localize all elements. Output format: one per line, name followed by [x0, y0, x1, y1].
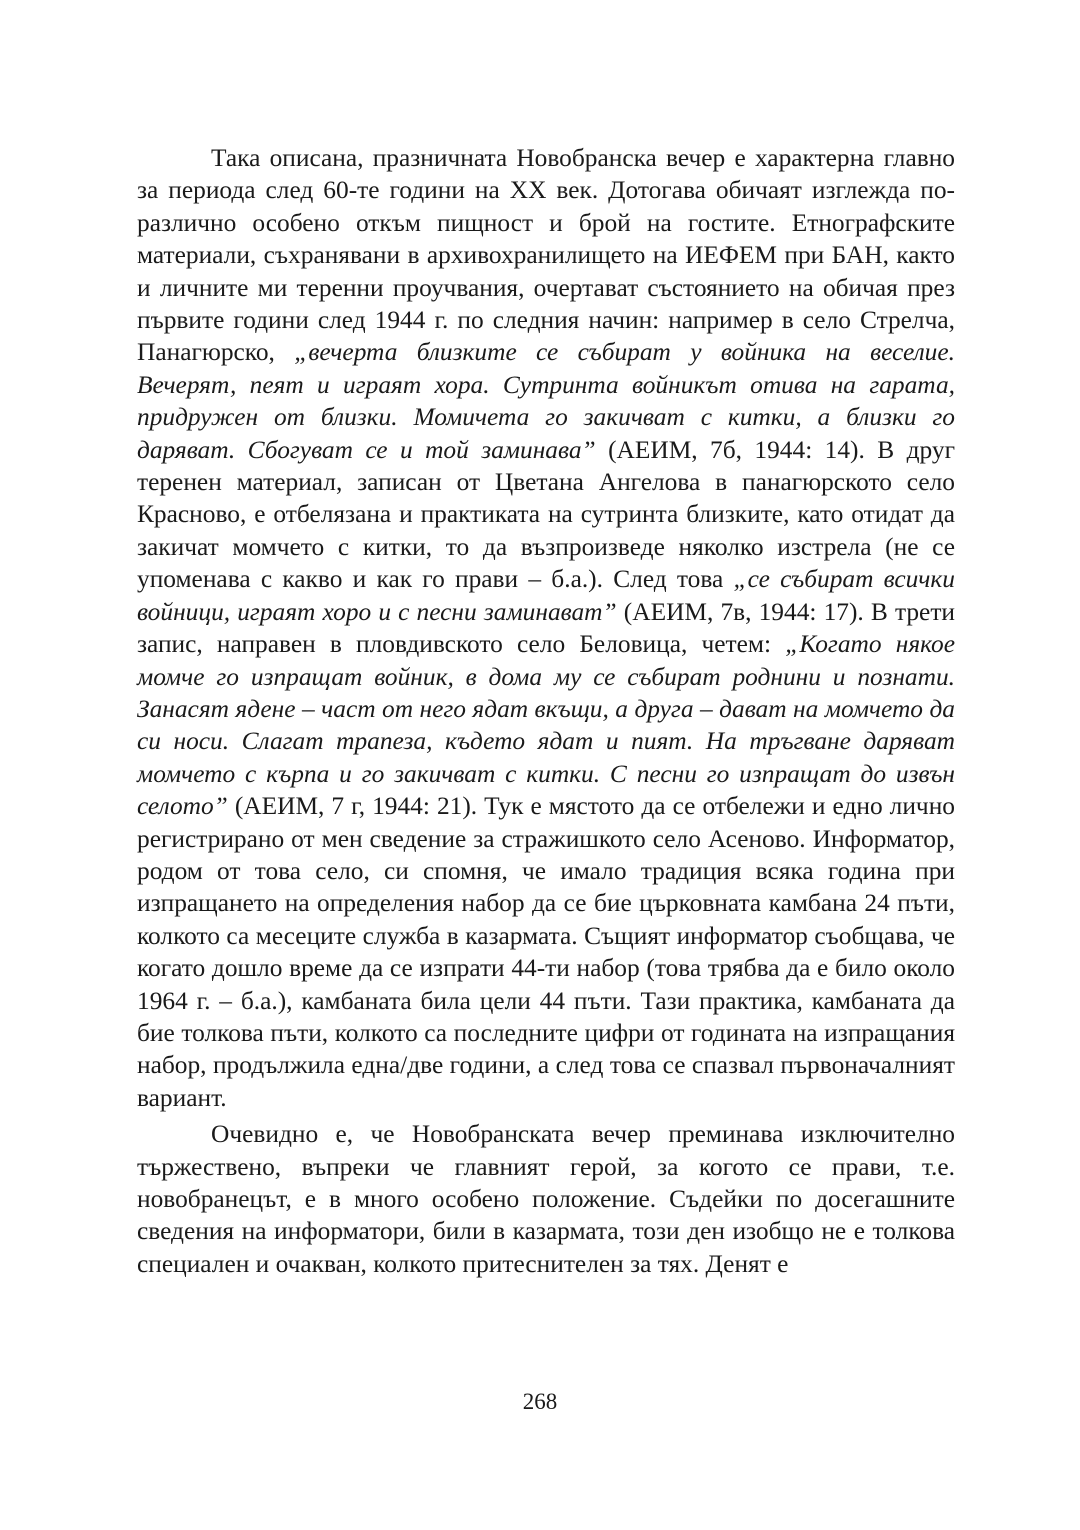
paragraph-1-text: (АЕИМ, 7б, 1944: 14). В друг теренен материал, записан от Цветана Ангелова в панагюрското село Красново, е отбелязана и практиката на сутринта близките, като отидат да закичат момчето с китки, то да възпроизведе няколко изстрела (не се упоменава с какво и как го прави – б.а.). След това: [137, 435, 956, 594]
paragraph-1-text: Така описана, празничната Новобранска вечер е характерна главно за периода след 60-те години на ХХ век. Дотогава обичаят изглежда по-различно особено откъм пищност и брой на гостите. Етнографските материали, съхранявани в архивохранилището на ИЕФЕМ при БАН, както и личните ми теренни проучвания, очертават състоянието на обичая през първите години след 1944 г. по следния начин: например в село Стрелча, Панагюрско,: [137, 144, 955, 367]
quote-krasnovo: „се събират всички войници, играят хоро и с песни заминават”: [137, 565, 955, 626]
body-text: [137, 142, 955, 1280]
paragraph-2: [137, 1118, 955, 1280]
paragraph-1: [137, 142, 955, 1114]
paragraph-2-text: Очевидно е, че Новобранската вечер преминава изключително тържествено, въпреки че главният герой, за когото се прави, т.е. новобранецът, е в много особено положение. Съдейки по досегашните сведения на информатори, били в казармата, този ден изобщо не е толкова специален и очакван, колкото притеснителен за тях. Денят е: [137, 1120, 955, 1278]
page-number: 268: [522, 1389, 558, 1414]
quote-belovitsa: „Когато някое момче го изпращат войник, в дома му се събират роднини и познати. Занасят ядене – част от него ядат вкъщи, а друга – дават на момчето да си носи. Слагат трапеза, където ядат и пият. На тръгване даряват момчето с кърпа и го закичват с китки. С песни го изпращат до извън селото”: [137, 630, 956, 821]
paragraph-1-text: (АЕИМ, 7 г, 1944: 21). Тук е мястото да се отбележи и едно лично регистрирано от мен сведение за стражишкото село Асеново. Информатор, родом от това село, си спомня, че имало традиция всяка година при изпращането на определения набор да се бие църковната камбана 24 пъти, колкото са месеците служба в казармата. Същият информатор съобщава, че когато дошло време да се изпрати 44-ти набор (това трябва да е било около 1964 г. – б.а.), камбаната била цели 44 пъти. Тази практика, камбаната да бие толкова пъти, колкото са последните цифри от годината на изпращания набор, продължила една/две години, а след това се спазвал първоначалният вариант.: [137, 792, 955, 1112]
paragraph-1-text: (АЕИМ, 7в, 1944: 17). В трети запис, направен в пловдивското село Беловица, четем:: [137, 597, 956, 659]
quote-strelcha: „вечерта близките се събират у войника на веселие. Вечерят, пеят и играят хора. Сутринта войникът отива на гарата, придружен от близки. Момичета го закичват с китки, а близки го даряват. Сбогуват се и той заминава”: [137, 338, 955, 464]
